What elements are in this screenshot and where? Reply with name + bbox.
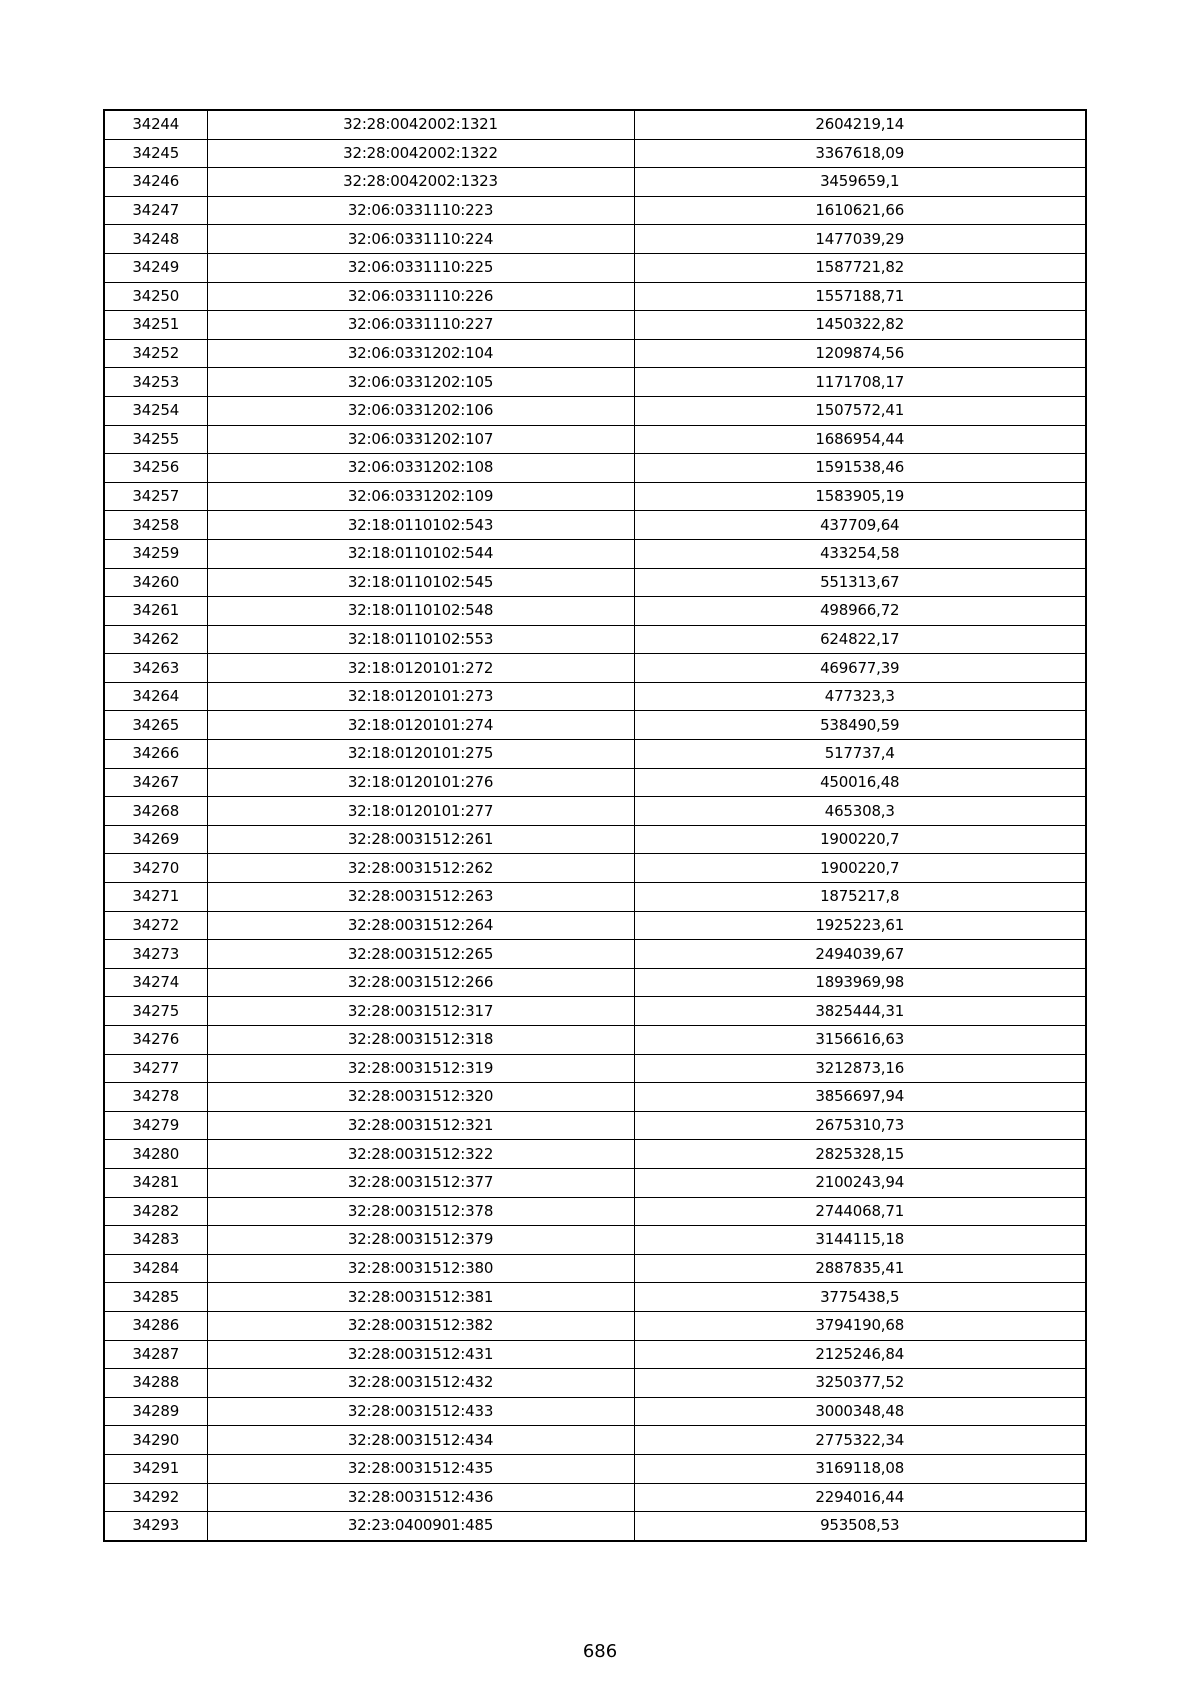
table-row	[104, 1340, 1086, 1369]
cadastral-value-cell: 437709,64	[634, 511, 1086, 540]
table-row	[104, 139, 1086, 168]
cadastral-number-cell: 32:28:0031512:432	[207, 1369, 634, 1398]
table-row	[104, 454, 1086, 483]
row-number-cell: 34277	[104, 1054, 207, 1083]
row-number-cell: 34288	[104, 1369, 207, 1398]
table-row	[104, 1083, 1086, 1112]
cadastral-number-cell: 32:28:0042002:1322	[207, 139, 634, 168]
table-row	[104, 425, 1086, 454]
table-row	[104, 940, 1086, 969]
cadastral-value-cell: 3250377,52	[634, 1369, 1086, 1398]
table-row	[104, 196, 1086, 225]
table-row	[104, 482, 1086, 511]
table-row	[104, 539, 1086, 568]
table-row	[104, 110, 1086, 139]
row-number-cell: 34289	[104, 1397, 207, 1426]
table-row	[104, 1311, 1086, 1340]
table-body	[104, 110, 1086, 1541]
row-number-cell: 34280	[104, 1140, 207, 1169]
cadastral-value-cell: 477323,3	[634, 682, 1086, 711]
row-number-cell: 34248	[104, 225, 207, 254]
row-number-cell: 34269	[104, 825, 207, 854]
row-number-cell: 34291	[104, 1454, 207, 1483]
cadastral-value-cell: 551313,67	[634, 568, 1086, 597]
cadastral-number-cell: 32:18:0110102:543	[207, 511, 634, 540]
row-number-cell: 34251	[104, 311, 207, 340]
row-number-cell: 34271	[104, 883, 207, 912]
cadastral-value-cell: 1686954,44	[634, 425, 1086, 454]
table-row	[104, 168, 1086, 197]
table-row	[104, 253, 1086, 282]
row-number-cell: 34244	[104, 110, 207, 139]
cadastral-number-cell: 32:06:0331202:108	[207, 454, 634, 483]
cadastral-value-cell: 3000348,48	[634, 1397, 1086, 1426]
cadastral-value-cell: 1171708,17	[634, 368, 1086, 397]
cadastral-value-cell: 2604219,14	[634, 110, 1086, 139]
cadastral-value-cell: 1925223,61	[634, 911, 1086, 940]
cadastral-number-cell: 32:28:0031512:263	[207, 883, 634, 912]
cadastral-value-cell: 1477039,29	[634, 225, 1086, 254]
cadastral-value-cell: 433254,58	[634, 539, 1086, 568]
row-number-cell: 34262	[104, 625, 207, 654]
cadastral-number-cell: 32:28:0031512:381	[207, 1283, 634, 1312]
cadastral-value-cell: 2294016,44	[634, 1483, 1086, 1512]
row-number-cell: 34274	[104, 968, 207, 997]
cadastral-number-cell: 32:06:0331110:226	[207, 282, 634, 311]
page-number: 686	[582, 1641, 618, 1662]
cadastral-value-cell: 1591538,46	[634, 454, 1086, 483]
table-row	[104, 1197, 1086, 1226]
cadastral-value-cell: 1900220,7	[634, 854, 1086, 883]
table-row	[104, 597, 1086, 626]
cadastral-value-cell: 3775438,5	[634, 1283, 1086, 1312]
cadastral-value-cell: 3459659,1	[634, 168, 1086, 197]
cadastral-value-cell: 3169118,08	[634, 1454, 1086, 1483]
table-row	[104, 968, 1086, 997]
cadastral-number-cell: 32:06:0331202:109	[207, 482, 634, 511]
cadastral-number-cell: 32:28:0042002:1321	[207, 110, 634, 139]
row-number-cell: 34287	[104, 1340, 207, 1369]
row-number-cell: 34275	[104, 997, 207, 1026]
cadastral-value-cell: 3367618,09	[634, 139, 1086, 168]
cadastral-number-cell: 32:28:0031512:433	[207, 1397, 634, 1426]
cadastral-number-cell: 32:28:0031512:379	[207, 1226, 634, 1255]
row-number-cell: 34256	[104, 454, 207, 483]
cadastral-value-cell: 1557188,71	[634, 282, 1086, 311]
cadastral-number-cell: 32:18:0120101:274	[207, 711, 634, 740]
table-row	[104, 396, 1086, 425]
row-number-cell: 34290	[104, 1426, 207, 1455]
cadastral-value-cell: 465308,3	[634, 797, 1086, 826]
table-row	[104, 1512, 1086, 1541]
row-number-cell: 34278	[104, 1083, 207, 1112]
table-row	[104, 282, 1086, 311]
table-row	[104, 997, 1086, 1026]
cadastral-number-cell: 32:18:0110102:545	[207, 568, 634, 597]
table-row	[104, 797, 1086, 826]
table-row	[104, 911, 1086, 940]
table-row	[104, 883, 1086, 912]
table-row	[104, 682, 1086, 711]
cadastral-number-cell: 32:06:0331202:105	[207, 368, 634, 397]
cadastral-number-cell: 32:18:0120101:276	[207, 768, 634, 797]
table-row	[104, 1026, 1086, 1055]
cadastral-number-cell: 32:28:0031512:434	[207, 1426, 634, 1455]
cadastral-number-cell: 32:18:0110102:544	[207, 539, 634, 568]
cadastral-value-cell: 3156616,63	[634, 1026, 1086, 1055]
cadastral-value-cell: 3794190,68	[634, 1311, 1086, 1340]
row-number-cell: 34264	[104, 682, 207, 711]
table-row	[104, 1054, 1086, 1083]
cadastral-value-cell: 3144115,18	[634, 1226, 1086, 1255]
cadastral-value-cell: 1900220,7	[634, 825, 1086, 854]
table-row	[104, 1426, 1086, 1455]
row-number-cell: 34293	[104, 1512, 207, 1541]
table-row	[104, 1483, 1086, 1512]
cadastral-value-cell: 3825444,31	[634, 997, 1086, 1026]
table-row	[104, 1454, 1086, 1483]
cadastral-value-cell: 953508,53	[634, 1512, 1086, 1541]
cadastral-value-cell: 498966,72	[634, 597, 1086, 626]
cadastral-number-cell: 32:28:0031512:317	[207, 997, 634, 1026]
row-number-cell: 34254	[104, 396, 207, 425]
cadastral-value-cell: 2775322,34	[634, 1426, 1086, 1455]
cadastral-value-table	[103, 109, 1087, 1542]
cadastral-number-cell: 32:28:0031512:436	[207, 1483, 634, 1512]
cadastral-number-cell: 32:23:0400901:485	[207, 1512, 634, 1541]
row-number-cell: 34249	[104, 253, 207, 282]
cadastral-number-cell: 32:28:0031512:262	[207, 854, 634, 883]
row-number-cell: 34260	[104, 568, 207, 597]
cadastral-value-cell: 3856697,94	[634, 1083, 1086, 1112]
row-number-cell: 34247	[104, 196, 207, 225]
table-row	[104, 825, 1086, 854]
cadastral-value-cell: 1583905,19	[634, 482, 1086, 511]
cadastral-value-cell: 538490,59	[634, 711, 1086, 740]
row-number-cell: 34245	[104, 139, 207, 168]
row-number-cell: 34246	[104, 168, 207, 197]
table-row	[104, 511, 1086, 540]
cadastral-number-cell: 32:28:0031512:382	[207, 1311, 634, 1340]
table-row	[104, 568, 1086, 597]
table-row	[104, 854, 1086, 883]
cadastral-number-cell: 32:28:0031512:319	[207, 1054, 634, 1083]
cadastral-value-cell: 624822,17	[634, 625, 1086, 654]
cadastral-value-cell: 2100243,94	[634, 1168, 1086, 1197]
row-number-cell: 34258	[104, 511, 207, 540]
table-row	[104, 1254, 1086, 1283]
row-number-cell: 34255	[104, 425, 207, 454]
row-number-cell: 34270	[104, 854, 207, 883]
cadastral-number-cell: 32:06:0331202:107	[207, 425, 634, 454]
cadastral-number-cell: 32:18:0110102:553	[207, 625, 634, 654]
cadastral-number-cell: 32:28:0042002:1323	[207, 168, 634, 197]
cadastral-value-cell: 469677,39	[634, 654, 1086, 683]
row-number-cell: 34266	[104, 740, 207, 769]
cadastral-number-cell: 32:18:0110102:548	[207, 597, 634, 626]
cadastral-number-cell: 32:18:0120101:275	[207, 740, 634, 769]
cadastral-number-cell: 32:06:0331202:104	[207, 339, 634, 368]
cadastral-number-cell: 32:06:0331110:225	[207, 253, 634, 282]
table-row	[104, 1397, 1086, 1426]
table-row	[104, 225, 1086, 254]
table-row	[104, 711, 1086, 740]
row-number-cell: 34263	[104, 654, 207, 683]
table-row	[104, 339, 1086, 368]
cadastral-value-cell: 1507572,41	[634, 396, 1086, 425]
row-number-cell: 34272	[104, 911, 207, 940]
table-row	[104, 768, 1086, 797]
cadastral-number-cell: 32:18:0120101:272	[207, 654, 634, 683]
cadastral-value-cell: 1450322,82	[634, 311, 1086, 340]
cadastral-number-cell: 32:28:0031512:322	[207, 1140, 634, 1169]
cadastral-value-cell: 2675310,73	[634, 1111, 1086, 1140]
cadastral-number-cell: 32:28:0031512:264	[207, 911, 634, 940]
row-number-cell: 34250	[104, 282, 207, 311]
cadastral-number-cell: 32:06:0331110:227	[207, 311, 634, 340]
cadastral-value-cell: 2125246,84	[634, 1340, 1086, 1369]
cadastral-number-cell: 32:06:0331202:106	[207, 396, 634, 425]
table-row	[104, 1369, 1086, 1398]
cadastral-number-cell: 32:28:0031512:320	[207, 1083, 634, 1112]
table-row	[104, 311, 1086, 340]
cadastral-number-cell: 32:28:0031512:318	[207, 1026, 634, 1055]
row-number-cell: 34273	[104, 940, 207, 969]
cadastral-number-cell: 32:28:0031512:378	[207, 1197, 634, 1226]
cadastral-value-cell: 2744068,71	[634, 1197, 1086, 1226]
row-number-cell: 34285	[104, 1283, 207, 1312]
cadastral-value-cell: 2494039,67	[634, 940, 1086, 969]
row-number-cell: 34292	[104, 1483, 207, 1512]
table-row	[104, 1283, 1086, 1312]
table-row	[104, 625, 1086, 654]
cadastral-number-cell: 32:28:0031512:380	[207, 1254, 634, 1283]
table-row	[104, 1111, 1086, 1140]
cadastral-value-cell: 517737,4	[634, 740, 1086, 769]
cadastral-value-cell: 1587721,82	[634, 253, 1086, 282]
cadastral-number-cell: 32:28:0031512:377	[207, 1168, 634, 1197]
cadastral-number-cell: 32:28:0031512:435	[207, 1454, 634, 1483]
row-number-cell: 34259	[104, 539, 207, 568]
table-row	[104, 654, 1086, 683]
table-row	[104, 1168, 1086, 1197]
row-number-cell: 34284	[104, 1254, 207, 1283]
row-number-cell: 34283	[104, 1226, 207, 1255]
row-number-cell: 34281	[104, 1168, 207, 1197]
row-number-cell: 34267	[104, 768, 207, 797]
row-number-cell: 34286	[104, 1311, 207, 1340]
row-number-cell: 34261	[104, 597, 207, 626]
cadastral-value-cell: 1893969,98	[634, 968, 1086, 997]
cadastral-value-cell: 450016,48	[634, 768, 1086, 797]
cadastral-value-cell: 3212873,16	[634, 1054, 1086, 1083]
row-number-cell: 34253	[104, 368, 207, 397]
cadastral-value-cell: 2825328,15	[634, 1140, 1086, 1169]
table-row	[104, 1140, 1086, 1169]
cadastral-value-cell: 1610621,66	[634, 196, 1086, 225]
cadastral-number-cell: 32:28:0031512:261	[207, 825, 634, 854]
cadastral-number-cell: 32:28:0031512:321	[207, 1111, 634, 1140]
row-number-cell: 34276	[104, 1026, 207, 1055]
table-row	[104, 1226, 1086, 1255]
row-number-cell: 34257	[104, 482, 207, 511]
cadastral-number-cell: 32:06:0331110:224	[207, 225, 634, 254]
row-number-cell: 34265	[104, 711, 207, 740]
cadastral-number-cell: 32:18:0120101:277	[207, 797, 634, 826]
cadastral-value-cell: 1875217,8	[634, 883, 1086, 912]
cadastral-number-cell: 32:18:0120101:273	[207, 682, 634, 711]
cadastral-number-cell: 32:28:0031512:431	[207, 1340, 634, 1369]
cadastral-value-cell: 1209874,56	[634, 339, 1086, 368]
cadastral-number-cell: 32:28:0031512:266	[207, 968, 634, 997]
table-row	[104, 740, 1086, 769]
row-number-cell: 34268	[104, 797, 207, 826]
table-row	[104, 368, 1086, 397]
cadastral-value-cell: 2887835,41	[634, 1254, 1086, 1283]
cadastral-number-cell: 32:28:0031512:265	[207, 940, 634, 969]
cadastral-number-cell: 32:06:0331110:223	[207, 196, 634, 225]
row-number-cell: 34282	[104, 1197, 207, 1226]
row-number-cell: 34252	[104, 339, 207, 368]
row-number-cell: 34279	[104, 1111, 207, 1140]
